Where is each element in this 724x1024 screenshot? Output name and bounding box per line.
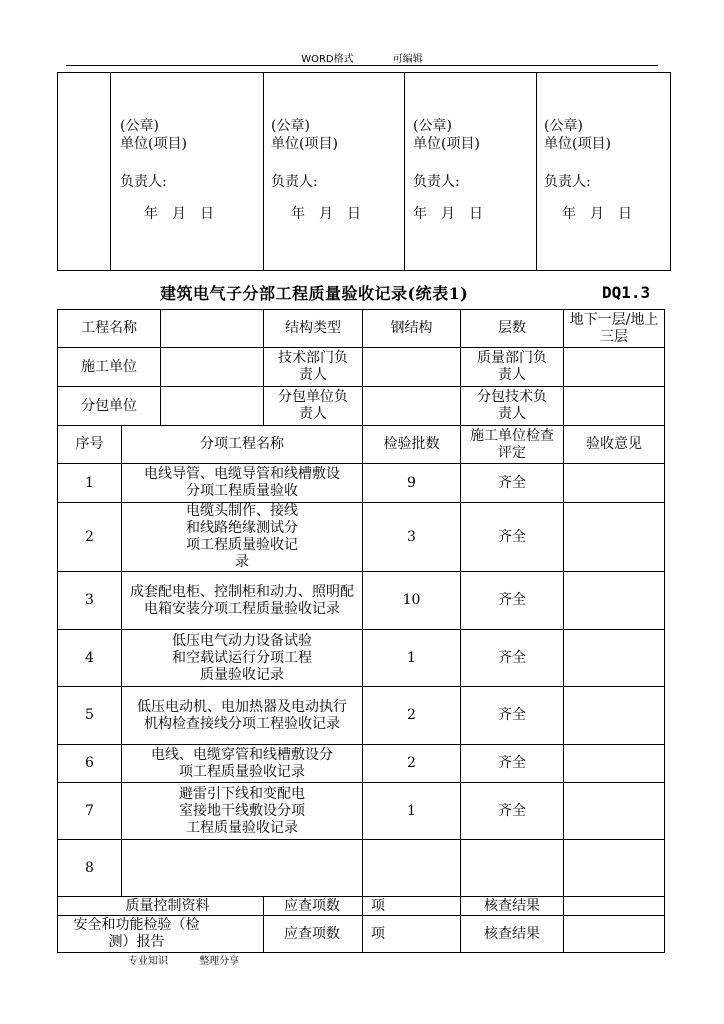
col-header-name: 分项工程名称 [122,426,363,464]
project-name-label: 工程名称 [58,310,161,348]
row-batches: 2 [363,745,461,783]
seal-label: (公章) [271,118,310,134]
info-row-project [58,310,665,348]
col-header-batches: 检验批数 [363,426,461,464]
row-evaluation: 齐全 [461,745,564,783]
unit-label: 单位(项目) [120,136,187,152]
quality-control-unit: 项 [363,897,461,916]
seal-column-4 [544,117,632,223]
seal-column-1 [120,117,214,223]
table-row [58,503,665,572]
table-row [58,687,665,745]
tech-dept-label: 技术部门负责人 [264,348,363,387]
row-name: 避雷引下线和变配电室接地干线敷设分项工程质量验收记录 [122,783,363,840]
row-no: 7 [58,783,122,840]
sub-unit-head-label: 分包单位负责人 [264,387,363,426]
row-no: 5 [58,687,122,745]
seal-column-2 [271,117,361,223]
row-no: 8 [58,840,122,897]
row-batches: 2 [363,687,461,745]
row-evaluation: 齐全 [461,687,564,745]
seal-divider [263,73,264,270]
page-footer [128,952,267,967]
unit-label: 单位(项目) [413,136,480,152]
subcontractor-value [161,387,264,426]
construction-unit-label: 施工单位 [58,348,161,387]
seal-label: (公章) [413,118,452,134]
seal-divider [110,73,111,270]
quality-control-label: 质量控制资料 [58,897,264,916]
row-evaluation: 齐全 [461,503,564,572]
row-batches: 10 [363,572,461,630]
safety-unit: 项 [363,916,461,953]
structure-type-label: 结构类型 [264,310,363,348]
row-evaluation: 齐全 [461,464,564,503]
row-opinion [564,503,665,572]
row-name: 成套配电柜、控制柜和动力、照明配电箱安装分项工程质量验收记录 [122,572,363,630]
info-row-construction [58,348,665,387]
row-name: 低压电气动力设备试验和空载试运行分项工程质量验收记录 [122,630,363,687]
row-opinion [564,783,665,840]
date-label: 年 月 日 [291,206,361,222]
table-row [58,572,665,630]
person-label: 负责人: [271,174,318,190]
safety-result-value [564,916,665,953]
construction-unit-value [161,348,264,387]
row-opinion [564,745,665,783]
seal-divider [536,73,537,270]
row-evaluation: 齐全 [461,783,564,840]
col-header-no: 序号 [58,426,122,464]
row-no: 2 [58,503,122,572]
row-batches: 1 [363,783,461,840]
date-label: 年 月 日 [144,206,214,222]
date-label: 年 月 日 [413,206,483,222]
info-row-subcontractor [58,387,665,426]
col-header-evaluation: 施工单位检查评定 [461,426,564,464]
row-batches: 1 [363,630,461,687]
floors-label: 层数 [461,310,564,348]
person-label: 负责人: [120,174,167,190]
row-opinion [564,464,665,503]
row-evaluation [461,840,564,897]
row-no: 3 [58,572,122,630]
header-format-label: WORD格式 [301,54,354,65]
row-opinion [564,840,665,897]
row-name: 电缆头制作、接线和线路绝缘测试分项工程质量验收记录 [122,503,363,572]
seal-section [57,72,671,271]
row-name: 电线、电缆穿管和线槽敷设分项工程质量验收记录 [122,745,363,783]
safety-check-items: 应查项数 [264,916,363,953]
seal-column-3 [413,117,483,223]
quality-control-result-label: 核查结果 [461,897,564,916]
floors-value: 地下一层/地上三层 [564,310,665,348]
quality-control-row [58,897,665,916]
row-evaluation: 齐全 [461,572,564,630]
subcontractor-label: 分包单位 [58,387,161,426]
project-name-value [161,310,264,348]
safety-result-label: 核查结果 [461,916,564,953]
person-label: 负责人: [413,174,460,190]
sub-tech-head-value [564,387,665,426]
table-row [58,840,665,897]
structure-type-value: 钢结构 [363,310,461,348]
row-no: 6 [58,745,122,783]
footer-left-label: 专业知识 [128,956,168,967]
row-batches: 9 [363,464,461,503]
safety-row [58,916,665,953]
sub-tech-head-label: 分包技术负责人 [461,387,564,426]
row-opinion [564,572,665,630]
row-evaluation: 齐全 [461,630,564,687]
table-row [58,783,665,840]
table-row [58,630,665,687]
tech-dept-value [363,348,461,387]
date-label: 年 月 日 [562,206,632,222]
quality-dept-label: 质量部门负责人 [461,348,564,387]
row-opinion [564,687,665,745]
table-header-row [58,426,665,464]
seal-label: (公章) [544,118,583,134]
row-batches: 3 [363,503,461,572]
sub-unit-head-value [363,387,461,426]
row-batches [363,840,461,897]
seal-label: (公章) [120,118,159,134]
header-editable-label: 可编辑 [392,54,423,65]
quality-dept-value [564,348,665,387]
header-rule [66,65,658,66]
table-row [58,464,665,503]
page-header [0,50,724,65]
page-title: 建筑电气子分部工程质量验收记录(统表1) [160,284,469,303]
row-no: 1 [58,464,122,503]
form-code: DQ1.3 [602,283,651,302]
row-name: 电线导管、电缆导管和线槽敷设分项工程质量验收 [122,464,363,503]
acceptance-table [57,309,665,953]
unit-label: 单位(项目) [271,136,338,152]
quality-control-result-value [564,897,665,916]
person-label: 负责人: [544,174,591,190]
row-name [122,840,363,897]
safety-label: 安全和功能检验（检测）报告 [58,916,264,953]
unit-label: 单位(项目) [544,136,611,152]
seal-divider [404,73,405,270]
row-opinion [564,630,665,687]
row-name: 低压电动机、电加热器及电动执行机构检查接线分项工程验收记录 [122,687,363,745]
footer-right-label: 整理分享 [199,956,240,967]
table-row [58,745,665,783]
quality-control-check-items: 应查项数 [264,897,363,916]
col-header-opinion: 验收意见 [564,426,665,464]
row-no: 4 [58,630,122,687]
